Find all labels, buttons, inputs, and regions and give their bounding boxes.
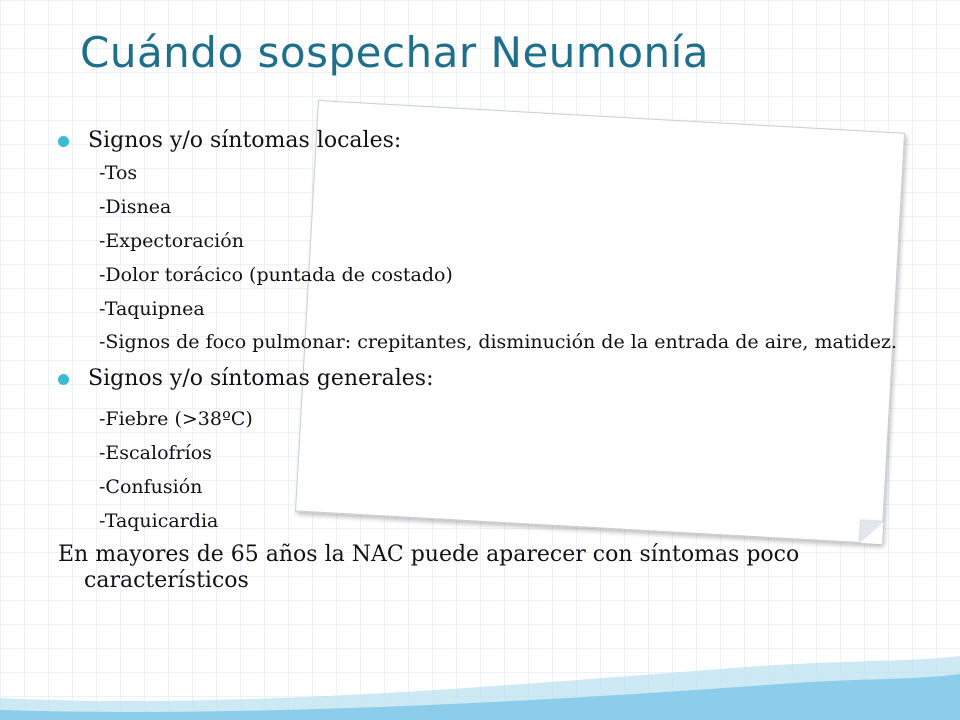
list-item: -Expectoración	[99, 230, 244, 252]
list-item: -Escalofríos	[99, 442, 212, 464]
slide-content	[58, 126, 898, 594]
bullet-heading: Signos y/o síntomas locales:	[88, 128, 402, 153]
list-item: -Taquipnea	[99, 298, 205, 320]
wave-decoration	[0, 640, 960, 720]
list-item: -Tos	[99, 162, 138, 184]
bullet-general-symptoms	[58, 364, 898, 394]
general-symptoms-list	[58, 402, 898, 538]
bullet-dot-icon	[58, 374, 69, 385]
list-item: -Dolor torácico (puntada de costado)	[99, 264, 453, 286]
elderly-note: En mayores de 65 años la NAC puede aparecer con síntomas poco característicos	[58, 542, 800, 593]
list-item: -Taquicardia	[99, 510, 219, 532]
bullet-heading: Signos y/o síntomas generales:	[88, 366, 434, 391]
list-item: -Signos de foco pulmonar: crepitantes, disminución de la entrada de aire, matidez.	[99, 331, 898, 353]
list-item: -Fiebre (>38ºC)	[99, 408, 253, 430]
bullet-dot-icon	[58, 136, 69, 147]
list-item: -Confusión	[99, 476, 203, 498]
slide-title: Cuándo sospechar Neumonía	[80, 28, 710, 77]
list-item: -Disnea	[99, 196, 172, 218]
bullet-local-symptoms	[58, 126, 898, 156]
local-symptoms-list	[58, 156, 898, 358]
